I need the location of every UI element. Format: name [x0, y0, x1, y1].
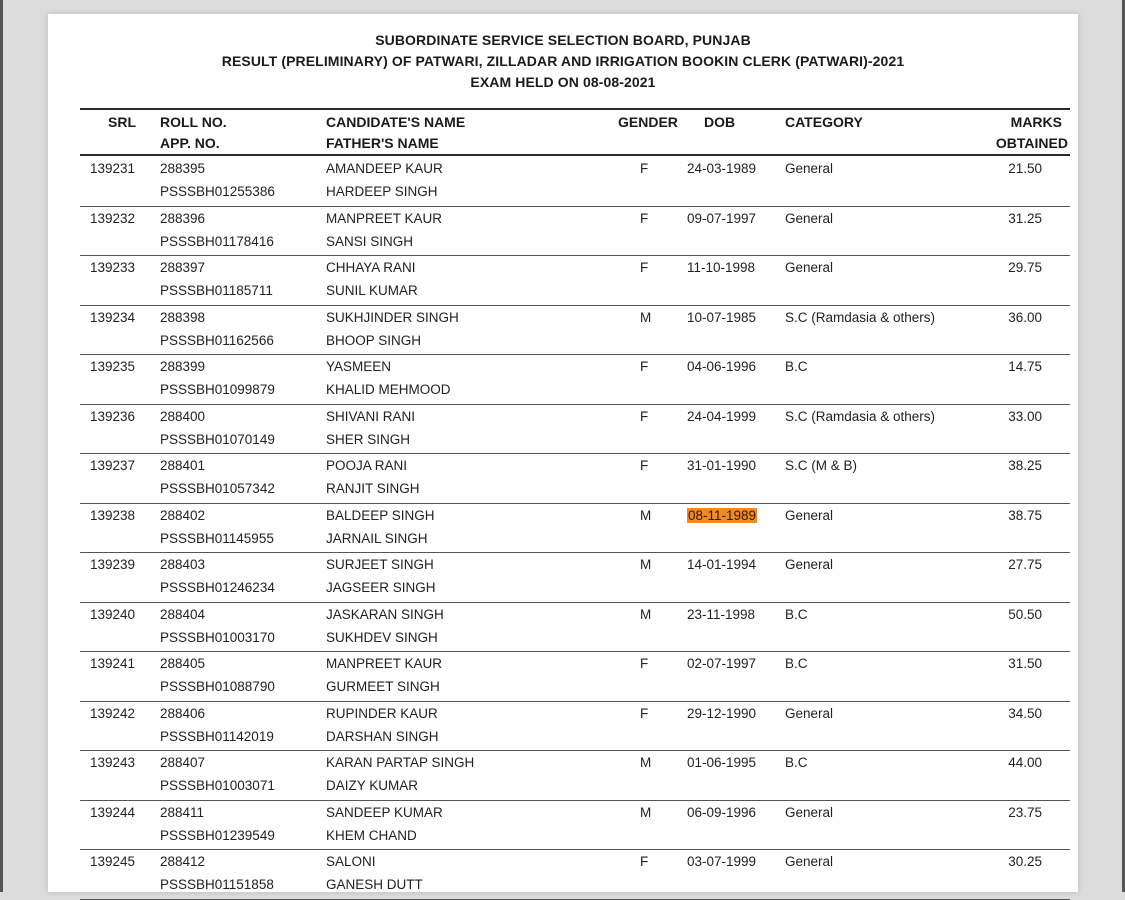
table-row — [48, 306, 1078, 356]
srl-cell: 139234 — [90, 309, 136, 325]
table-row — [48, 850, 1078, 900]
col-dob-header: DOB — [704, 114, 736, 130]
dob-cell: 09-07-1997 — [687, 210, 757, 226]
col-category-header: CATEGORY — [785, 114, 863, 130]
father-name-cell: HARDEEP SINGH — [326, 184, 438, 199]
category-cell: B.C — [785, 656, 808, 671]
highlighted-dob: 08-11-1989 — [688, 507, 757, 523]
srl-cell: 139233 — [90, 260, 136, 275]
app-no-cell: PSSSBH01003071 — [160, 778, 275, 793]
category-cell: B.C — [785, 755, 808, 770]
roll-no-cell: 288406 — [160, 705, 206, 721]
category-cell: B.C — [785, 606, 808, 622]
candidate-name-cell: KARAN PARTAP SINGH — [326, 755, 475, 770]
col-name-header: CANDIDATE'S NAME — [326, 114, 466, 130]
table-row — [48, 157, 1078, 207]
roll-no-cell: 288401 — [160, 458, 206, 473]
app-no-cell: PSSSBH01178416 — [160, 233, 274, 249]
father-name-cell: KHEM CHAND — [326, 827, 417, 843]
srl-cell: 139231 — [90, 161, 136, 176]
table-row — [48, 207, 1078, 257]
gender-cell: F — [640, 210, 649, 226]
srl-cell: 139244 — [90, 804, 136, 820]
marks-cell: 33.00 — [1008, 408, 1042, 424]
father-name-cell: KHALID MEHMOOD — [326, 382, 451, 397]
marks-cell: 30.25 — [1008, 854, 1042, 869]
marks-cell: 23.75 — [1008, 804, 1042, 820]
dob-cell: 02-07-1997 — [687, 656, 757, 671]
candidate-name-cell: BALDEEP SINGH — [326, 507, 435, 523]
dob-cell — [687, 508, 757, 523]
gender-cell: F — [640, 458, 649, 473]
marks-cell: 50.50 — [1008, 606, 1042, 622]
dob-cell: 24-03-1989 — [687, 161, 757, 176]
table-row — [48, 256, 1078, 306]
board-title: SUBORDINATE SERVICE SELECTION BOARD, PUNJAB — [375, 32, 751, 48]
category-cell: S.C (Ramdasia & others) — [785, 408, 936, 424]
gender-cell: F — [640, 408, 649, 424]
marks-cell: 29.75 — [1008, 260, 1042, 275]
srl-cell: 139235 — [90, 359, 136, 374]
table-row — [48, 553, 1078, 603]
marks-cell: 36.00 — [1008, 309, 1042, 325]
app-no-cell: PSSSBH01070149 — [160, 431, 275, 447]
srl-cell: 139245 — [90, 854, 136, 869]
col-marks-header: MARKS — [1010, 114, 1062, 130]
dob-cell: 31-01-1990 — [687, 458, 757, 473]
father-name-cell: DAIZY KUMAR — [326, 778, 419, 793]
exam-date-title: EXAM HELD ON 08-08-2021 — [470, 74, 656, 90]
dob-cell: 01-06-1995 — [687, 755, 757, 770]
dob-cell: 23-11-1998 — [687, 606, 756, 622]
col-father-header: FATHER'S NAME — [326, 135, 439, 151]
table-row — [48, 751, 1078, 801]
gender-cell: M — [640, 557, 652, 572]
srl-cell: 139242 — [90, 705, 136, 721]
father-name-cell: GURMEET SINGH — [326, 679, 440, 694]
marks-cell: 38.25 — [1008, 458, 1042, 473]
dob-cell: 11-10-1998 — [687, 260, 756, 275]
gender-cell: M — [640, 606, 652, 622]
father-name-cell: JARNAIL SINGH — [326, 530, 428, 546]
document-page — [48, 14, 1078, 892]
result-title: RESULT (PRELIMINARY) OF PATWARI, ZILLADAR AND IRRIGATION BOOKIN CLERK (PATWARI)-2021 — [221, 53, 905, 69]
gender-cell: F — [640, 260, 649, 275]
marks-cell: 21.50 — [1008, 161, 1042, 176]
table-row — [48, 454, 1078, 504]
srl-cell: 139236 — [90, 408, 136, 424]
table-row — [48, 702, 1078, 752]
gender-cell: F — [640, 359, 649, 374]
marks-cell: 14.75 — [1008, 359, 1042, 374]
srl-cell: 139238 — [90, 507, 136, 523]
category-cell: General — [785, 557, 834, 572]
srl-cell: 139239 — [90, 557, 136, 572]
roll-no-cell: 288407 — [160, 755, 206, 770]
marks-cell: 44.00 — [1008, 755, 1042, 770]
category-cell: B.C — [785, 359, 808, 374]
candidate-name-cell: POOJA RANI — [326, 458, 408, 473]
app-no-cell: PSSSBH01162566 — [160, 332, 274, 348]
marks-cell: 38.75 — [1008, 507, 1042, 523]
roll-no-cell: 288405 — [160, 656, 206, 671]
table-row — [48, 355, 1078, 405]
category-cell: General — [785, 854, 834, 869]
roll-no-cell: 288400 — [160, 408, 206, 424]
candidate-name-cell: SANDEEP KUMAR — [326, 804, 443, 820]
candidate-name-cell: MANPREET KAUR — [326, 656, 443, 671]
srl-cell: 139243 — [90, 755, 136, 770]
candidate-name-cell: SURJEET SINGH — [326, 557, 434, 572]
father-name-cell: GANESH DUTT — [326, 877, 423, 892]
srl-cell: 139232 — [90, 210, 136, 226]
gender-cell: M — [640, 309, 652, 325]
app-no-cell: PSSSBH01246234 — [160, 580, 275, 595]
marks-cell: 27.75 — [1008, 557, 1042, 572]
father-name-cell: RANJIT SINGH — [326, 481, 420, 496]
window-edge-left — [0, 0, 3, 892]
gender-cell: M — [640, 804, 652, 820]
col-gender-header: GENDER — [618, 114, 678, 130]
table-header-rule — [80, 154, 1070, 156]
marks-cell: 31.25 — [1008, 210, 1042, 226]
app-no-cell: PSSSBH01239549 — [160, 827, 275, 843]
category-cell: General — [785, 804, 834, 820]
table-row — [48, 504, 1078, 554]
table-row — [48, 801, 1078, 851]
app-no-cell: PSSSBH01003170 — [160, 629, 275, 645]
gender-cell: M — [640, 755, 652, 770]
dob-cell: 04-06-1996 — [687, 359, 757, 374]
dob-cell: 24-04-1999 — [687, 408, 757, 424]
category-cell: General — [785, 260, 834, 275]
gender-cell: F — [640, 854, 649, 869]
gender-cell: F — [640, 656, 649, 671]
roll-no-cell: 288396 — [160, 210, 206, 226]
col-srl-header: SRL — [108, 114, 136, 130]
candidate-name-cell: MANPREET KAUR — [326, 210, 443, 226]
category-cell: General — [785, 507, 834, 523]
category-cell: General — [785, 210, 834, 226]
dob-cell: 29-12-1990 — [687, 705, 757, 721]
app-no-cell: PSSSBH01142019 — [160, 728, 274, 744]
candidate-name-cell: AMANDEEP KAUR — [326, 161, 443, 176]
candidate-name-cell: CHHAYA RANI — [326, 260, 416, 275]
category-cell: S.C (Ramdasia & others) — [785, 309, 936, 325]
father-name-cell: SUKHDEV SINGH — [326, 629, 438, 645]
app-no-cell: PSSSBH01145955 — [160, 530, 274, 546]
col-roll-header: ROLL NO. — [160, 114, 227, 130]
app-no-cell: PSSSBH01099879 — [160, 382, 275, 397]
candidate-name-cell: SHIVANI RANI — [326, 408, 416, 424]
app-no-cell: PSSSBH01057342 — [160, 481, 275, 496]
category-cell: S.C (M & B) — [785, 458, 858, 473]
roll-no-cell: 288397 — [160, 260, 206, 275]
gender-cell: F — [640, 161, 649, 176]
table-row — [48, 603, 1078, 653]
dob-cell: 06-09-1996 — [687, 804, 757, 820]
candidate-name-cell: YASMEEN — [326, 359, 392, 374]
father-name-cell: JAGSEER SINGH — [326, 580, 436, 595]
srl-cell: 139241 — [90, 656, 136, 671]
father-name-cell: BHOOP SINGH — [326, 332, 422, 348]
roll-no-cell: 288411 — [160, 804, 205, 820]
father-name-cell: SUNIL KUMAR — [326, 283, 418, 298]
candidate-name-cell: SALONI — [326, 854, 376, 869]
candidate-name-cell: SUKHJINDER SINGH — [326, 309, 459, 325]
dob-cell: 14-01-1994 — [687, 557, 757, 572]
gender-cell: F — [640, 705, 649, 721]
app-no-cell: PSSSBH01088790 — [160, 679, 275, 694]
col-app-header: APP. NO. — [160, 135, 220, 151]
category-cell: General — [785, 705, 834, 721]
candidate-name-cell: RUPINDER KAUR — [326, 705, 438, 721]
dob-cell: 03-07-1999 — [687, 854, 757, 869]
table-top-rule — [80, 108, 1070, 110]
roll-no-cell: 288403 — [160, 557, 206, 572]
app-no-cell: PSSSBH01151858 — [160, 877, 274, 892]
roll-no-cell: 288404 — [160, 606, 206, 622]
marks-cell: 34.50 — [1008, 705, 1042, 721]
app-no-cell: PSSSBH01185711 — [160, 283, 273, 298]
father-name-cell: DARSHAN SINGH — [326, 728, 439, 744]
candidate-name-cell: JASKARAN SINGH — [326, 606, 444, 622]
app-no-cell: PSSSBH01255386 — [160, 184, 275, 199]
srl-cell: 139237 — [90, 458, 136, 473]
srl-cell: 139240 — [90, 606, 136, 622]
table-row — [48, 652, 1078, 702]
roll-no-cell: 288395 — [160, 161, 206, 176]
father-name-cell: SHER SINGH — [326, 431, 411, 447]
table-row — [48, 405, 1078, 455]
roll-no-cell: 288398 — [160, 309, 206, 325]
roll-no-cell: 288399 — [160, 359, 206, 374]
father-name-cell: SANSI SINGH — [326, 233, 414, 249]
dob-cell: 10-07-1985 — [687, 309, 757, 325]
roll-no-cell: 288402 — [160, 507, 206, 523]
col-marks-header-2: OBTAINED — [995, 135, 1068, 151]
roll-no-cell: 288412 — [160, 854, 206, 869]
row-separator — [80, 899, 1070, 900]
marks-cell: 31.50 — [1008, 656, 1042, 671]
gender-cell: M — [640, 507, 652, 523]
category-cell: General — [785, 161, 834, 176]
